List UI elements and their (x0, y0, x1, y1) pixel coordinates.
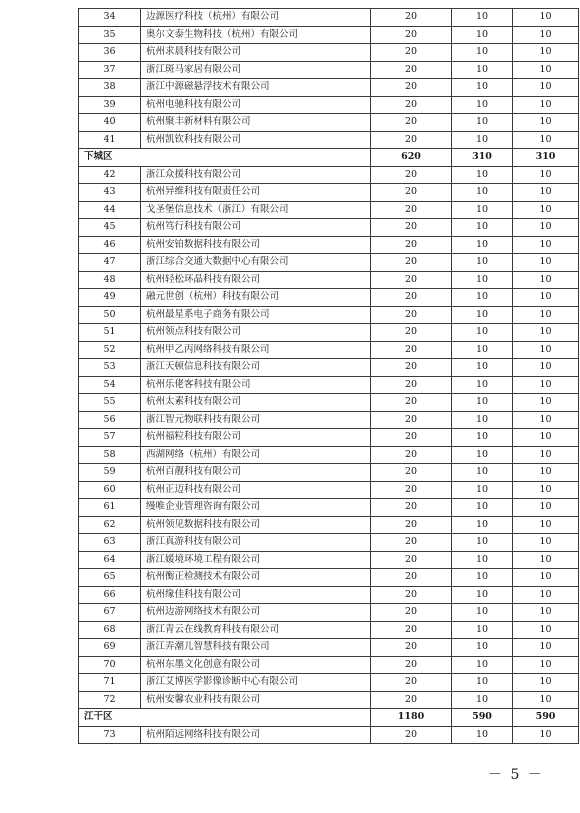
value-col-2: 10 (452, 271, 513, 289)
value-col-2: 10 (452, 96, 513, 114)
district-subtotal-row (79, 149, 579, 167)
value-col-2: 10 (452, 131, 513, 149)
subtotal-col-1: 620 (371, 149, 452, 167)
company-name: 杭州福粒科技有限公司 (141, 429, 371, 447)
company-name: 浙江弄潮儿智慧科技有限公司 (141, 639, 371, 657)
row-number: 53 (79, 359, 141, 377)
company-name: 浙江综合交通大数据中心有限公司 (141, 254, 371, 272)
value-col-2: 10 (452, 201, 513, 219)
company-name: 杭州东墨文化创意有限公司 (141, 656, 371, 674)
row-number: 64 (79, 551, 141, 569)
row-number: 59 (79, 464, 141, 482)
table-row (79, 79, 579, 97)
value-col-2: 10 (452, 61, 513, 79)
company-name: 边源医疗科技（杭州）有限公司 (141, 9, 371, 27)
table-row (79, 446, 579, 464)
subtotal-col-2: 590 (452, 709, 513, 727)
row-number: 50 (79, 306, 141, 324)
row-number: 57 (79, 429, 141, 447)
value-col-3: 10 (513, 429, 579, 447)
company-name: 戈圣堡信息技术（浙江）有限公司 (141, 201, 371, 219)
company-name: 杭州衡正检测技术有限公司 (141, 569, 371, 587)
company-name: 缦唯企业管理咨询有限公司 (141, 499, 371, 517)
value-col-3: 10 (513, 44, 579, 62)
company-funding-table (78, 8, 579, 744)
row-number: 43 (79, 184, 141, 202)
subtotal-col-3: 310 (513, 149, 579, 167)
value-col-2: 10 (452, 569, 513, 587)
value-col-1: 20 (371, 184, 452, 202)
table-row (79, 306, 579, 324)
value-col-2: 10 (452, 446, 513, 464)
row-number: 51 (79, 324, 141, 342)
value-col-3: 10 (513, 271, 579, 289)
value-col-1: 20 (371, 131, 452, 149)
company-name: 浙江真游科技有限公司 (141, 534, 371, 552)
value-col-1: 20 (371, 9, 452, 27)
company-name: 杭州凯钦科技有限公司 (141, 131, 371, 149)
value-col-1: 20 (371, 61, 452, 79)
value-col-3: 10 (513, 656, 579, 674)
value-col-1: 20 (371, 429, 452, 447)
company-name: 杭州笃行科技有限公司 (141, 219, 371, 237)
value-col-2: 10 (452, 219, 513, 237)
value-col-2: 10 (452, 324, 513, 342)
district-name: 江干区 (79, 709, 371, 727)
value-col-2: 10 (452, 184, 513, 202)
value-col-1: 20 (371, 394, 452, 412)
value-col-1: 20 (371, 44, 452, 62)
row-number: 73 (79, 726, 141, 744)
table-row (79, 131, 579, 149)
value-col-1: 20 (371, 534, 452, 552)
subtotal-col-1: 1180 (371, 709, 452, 727)
value-col-1: 20 (371, 446, 452, 464)
table-row (79, 516, 579, 534)
value-col-2: 10 (452, 499, 513, 517)
value-col-1: 20 (371, 691, 452, 709)
value-col-2: 10 (452, 656, 513, 674)
value-col-1: 20 (371, 411, 452, 429)
value-col-3: 10 (513, 726, 579, 744)
value-col-2: 10 (452, 359, 513, 377)
company-name: 杭州领见数据科技有限公司 (141, 516, 371, 534)
value-col-2: 10 (452, 306, 513, 324)
value-col-3: 10 (513, 394, 579, 412)
value-col-2: 10 (452, 481, 513, 499)
value-col-1: 20 (371, 114, 452, 132)
value-col-3: 10 (513, 569, 579, 587)
row-number: 34 (79, 9, 141, 27)
value-col-3: 10 (513, 306, 579, 324)
district-subtotal-row (79, 709, 579, 727)
table-row (79, 201, 579, 219)
value-col-3: 10 (513, 691, 579, 709)
value-col-2: 10 (452, 394, 513, 412)
table-row (79, 114, 579, 132)
row-number: 63 (79, 534, 141, 552)
district-name: 下城区 (79, 149, 371, 167)
company-name: 杭州安馨农业科技有限公司 (141, 691, 371, 709)
company-name: 杭州轻松环晶科技有限公司 (141, 271, 371, 289)
row-number: 40 (79, 114, 141, 132)
value-col-3: 10 (513, 586, 579, 604)
company-name: 杭州边游网络技术有限公司 (141, 604, 371, 622)
value-col-2: 10 (452, 254, 513, 272)
value-col-3: 10 (513, 61, 579, 79)
table-row (79, 621, 579, 639)
table-row (79, 604, 579, 622)
value-col-3: 10 (513, 446, 579, 464)
company-name: 杭州太素科技有限公司 (141, 394, 371, 412)
value-col-3: 10 (513, 236, 579, 254)
row-number: 52 (79, 341, 141, 359)
value-col-1: 20 (371, 201, 452, 219)
table-row (79, 44, 579, 62)
value-col-2: 10 (452, 341, 513, 359)
value-col-3: 10 (513, 219, 579, 237)
company-name: 杭州最星系电子商务有限公司 (141, 306, 371, 324)
value-col-2: 10 (452, 691, 513, 709)
company-name: 浙江天顿信息科技有限公司 (141, 359, 371, 377)
value-col-3: 10 (513, 621, 579, 639)
table-row (79, 656, 579, 674)
value-col-3: 10 (513, 184, 579, 202)
company-name: 杭州领点科技有限公司 (141, 324, 371, 342)
value-col-1: 20 (371, 219, 452, 237)
value-col-1: 20 (371, 96, 452, 114)
value-col-2: 10 (452, 44, 513, 62)
value-col-3: 10 (513, 674, 579, 692)
value-col-1: 20 (371, 639, 452, 657)
value-col-1: 20 (371, 166, 452, 184)
table-row (79, 394, 579, 412)
table-row (79, 429, 579, 447)
value-col-1: 20 (371, 271, 452, 289)
table-row (79, 481, 579, 499)
row-number: 54 (79, 376, 141, 394)
value-col-2: 10 (452, 289, 513, 307)
table-row (79, 219, 579, 237)
row-number: 37 (79, 61, 141, 79)
company-name: 杭州正迈科技有限公司 (141, 481, 371, 499)
value-col-3: 10 (513, 9, 579, 27)
value-col-1: 20 (371, 236, 452, 254)
table-row (79, 376, 579, 394)
row-number: 36 (79, 44, 141, 62)
table-row (79, 166, 579, 184)
table-row (79, 726, 579, 744)
value-col-1: 20 (371, 551, 452, 569)
company-name: 融元世创（杭州）科技有限公司 (141, 289, 371, 307)
company-name: 西湖网络（杭州）有限公司 (141, 446, 371, 464)
value-col-1: 20 (371, 726, 452, 744)
table-row (79, 674, 579, 692)
row-number: 56 (79, 411, 141, 429)
value-col-2: 10 (452, 516, 513, 534)
value-col-2: 10 (452, 376, 513, 394)
value-col-2: 10 (452, 411, 513, 429)
value-col-2: 10 (452, 534, 513, 552)
value-col-3: 10 (513, 114, 579, 132)
value-col-3: 10 (513, 411, 579, 429)
value-col-1: 20 (371, 499, 452, 517)
table-row (79, 569, 579, 587)
row-number: 46 (79, 236, 141, 254)
company-name: 杭州乐佬客科技有限公司 (141, 376, 371, 394)
company-name: 浙江智元物联科技有限公司 (141, 411, 371, 429)
company-name: 浙江青云在线教育科技有限公司 (141, 621, 371, 639)
page-number: － 5 － (488, 767, 544, 783)
subtotal-col-3: 590 (513, 709, 579, 727)
table-row (79, 586, 579, 604)
value-col-1: 20 (371, 516, 452, 534)
table-row (79, 411, 579, 429)
value-col-2: 10 (452, 166, 513, 184)
value-col-1: 20 (371, 569, 452, 587)
company-name: 杭州异维科技有限责任公司 (141, 184, 371, 202)
value-col-3: 10 (513, 96, 579, 114)
value-col-3: 10 (513, 26, 579, 44)
row-number: 39 (79, 96, 141, 114)
value-col-3: 10 (513, 481, 579, 499)
company-name: 浙江艾博医学影像诊断中心有限公司 (141, 674, 371, 692)
value-col-2: 10 (452, 236, 513, 254)
row-number: 70 (79, 656, 141, 674)
value-col-3: 10 (513, 359, 579, 377)
value-col-2: 10 (452, 621, 513, 639)
table-row (79, 236, 579, 254)
value-col-1: 20 (371, 289, 452, 307)
table-row (79, 499, 579, 517)
table-row (79, 271, 579, 289)
value-col-2: 10 (452, 586, 513, 604)
value-col-1: 20 (371, 26, 452, 44)
row-number: 35 (79, 26, 141, 44)
value-col-3: 10 (513, 376, 579, 394)
value-col-3: 10 (513, 254, 579, 272)
row-number: 61 (79, 499, 141, 517)
table-body (79, 9, 579, 744)
company-name: 杭州陌远网络科技有限公司 (141, 726, 371, 744)
row-number: 69 (79, 639, 141, 657)
value-col-3: 10 (513, 534, 579, 552)
table-row (79, 464, 579, 482)
value-col-3: 10 (513, 341, 579, 359)
value-col-3: 10 (513, 499, 579, 517)
value-col-2: 10 (452, 551, 513, 569)
value-col-1: 20 (371, 376, 452, 394)
company-name: 杭州电驰科技有限公司 (141, 96, 371, 114)
value-col-2: 10 (452, 726, 513, 744)
value-col-1: 20 (371, 586, 452, 604)
table-row (79, 289, 579, 307)
company-name: 奥尔文泰生物科技（杭州）有限公司 (141, 26, 371, 44)
value-col-2: 10 (452, 9, 513, 27)
company-name: 杭州缘佳科技有限公司 (141, 586, 371, 604)
value-col-3: 10 (513, 324, 579, 342)
row-number: 66 (79, 586, 141, 604)
value-col-3: 10 (513, 201, 579, 219)
value-col-1: 20 (371, 481, 452, 499)
table-row (79, 551, 579, 569)
value-col-2: 10 (452, 79, 513, 97)
row-number: 72 (79, 691, 141, 709)
value-col-1: 20 (371, 464, 452, 482)
row-number: 48 (79, 271, 141, 289)
value-col-3: 10 (513, 166, 579, 184)
value-col-1: 20 (371, 341, 452, 359)
company-name: 杭州安铂数据科技有限公司 (141, 236, 371, 254)
row-number: 38 (79, 79, 141, 97)
value-col-2: 10 (452, 429, 513, 447)
value-col-2: 10 (452, 639, 513, 657)
table-row (79, 341, 579, 359)
row-number: 65 (79, 569, 141, 587)
value-col-1: 20 (371, 324, 452, 342)
table-row (79, 324, 579, 342)
row-number: 68 (79, 621, 141, 639)
table-row (79, 96, 579, 114)
value-col-1: 20 (371, 79, 452, 97)
company-name: 杭州甲乙丙网络科技有限公司 (141, 341, 371, 359)
value-col-1: 20 (371, 621, 452, 639)
value-col-3: 10 (513, 131, 579, 149)
table-row (79, 184, 579, 202)
row-number: 47 (79, 254, 141, 272)
table-row (79, 9, 579, 27)
row-number: 41 (79, 131, 141, 149)
row-number: 44 (79, 201, 141, 219)
value-col-2: 10 (452, 604, 513, 622)
company-name: 杭州求晨科技有限公司 (141, 44, 371, 62)
row-number: 45 (79, 219, 141, 237)
table-row (79, 61, 579, 79)
value-col-2: 10 (452, 674, 513, 692)
value-col-1: 20 (371, 656, 452, 674)
row-number: 67 (79, 604, 141, 622)
company-name: 浙江媛境环境工程有限公司 (141, 551, 371, 569)
row-number: 71 (79, 674, 141, 692)
value-col-3: 10 (513, 289, 579, 307)
company-name: 浙江斑马家居有限公司 (141, 61, 371, 79)
value-col-1: 20 (371, 674, 452, 692)
value-col-1: 20 (371, 604, 452, 622)
company-name: 浙江众援科技有限公司 (141, 166, 371, 184)
table-row (79, 254, 579, 272)
value-col-2: 10 (452, 464, 513, 482)
value-col-3: 10 (513, 464, 579, 482)
company-name: 浙江中源磁悬浮技术有限公司 (141, 79, 371, 97)
value-col-2: 10 (452, 114, 513, 132)
table-row (79, 26, 579, 44)
company-name: 杭州聚丰新材料有限公司 (141, 114, 371, 132)
subtotal-col-2: 310 (452, 149, 513, 167)
table-row (79, 639, 579, 657)
table-row (79, 691, 579, 709)
value-col-1: 20 (371, 254, 452, 272)
row-number: 58 (79, 446, 141, 464)
value-col-2: 10 (452, 26, 513, 44)
row-number: 55 (79, 394, 141, 412)
value-col-1: 20 (371, 306, 452, 324)
company-name: 杭州百靓科技有限公司 (141, 464, 371, 482)
value-col-3: 10 (513, 604, 579, 622)
value-col-3: 10 (513, 516, 579, 534)
value-col-3: 10 (513, 551, 579, 569)
row-number: 49 (79, 289, 141, 307)
row-number: 42 (79, 166, 141, 184)
row-number: 60 (79, 481, 141, 499)
value-col-3: 10 (513, 79, 579, 97)
table-row (79, 359, 579, 377)
row-number: 62 (79, 516, 141, 534)
table-row (79, 534, 579, 552)
value-col-1: 20 (371, 359, 452, 377)
value-col-3: 10 (513, 639, 579, 657)
